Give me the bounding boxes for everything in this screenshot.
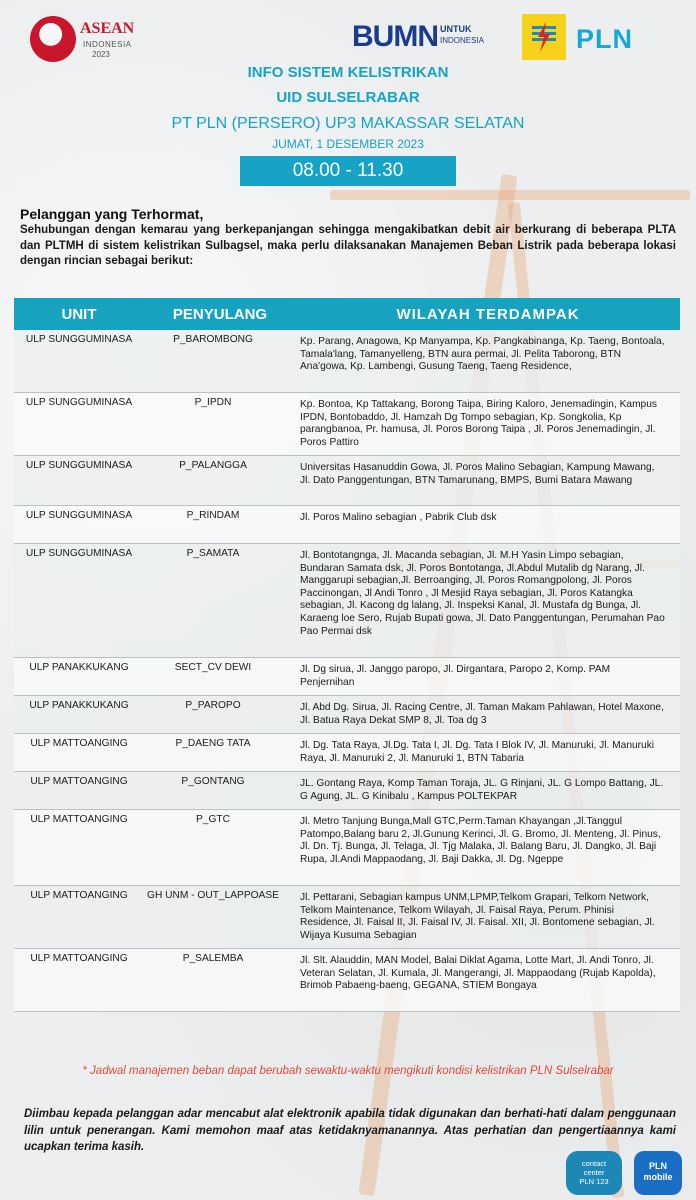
pln-emblem-icon — [522, 14, 566, 60]
cell-area: Jl. Dg sirua, Jl. Janggo paropo, Jl. Dirgantara, Paropo 2, Komp. PAM Penjernihan — [300, 664, 611, 688]
bumn-wordmark: BUMN — [352, 20, 438, 53]
cc-line-2: center — [583, 1168, 605, 1177]
cell-area: Jl. Slt. Alauddin, MAN Model, Balai Diklat Agama, Lotte Mart, Jl. Andi Tonro, Jl. Veteran Selatan, Jl. Kumala, Jl. Mangerangi, Jl. Mappaodang (Rujab Kapolda), Brimob Pabaeng-baeng, GEGANA, STIEM Bongaya — [300, 955, 656, 992]
table-row — [14, 810, 680, 886]
cell-unit: ULP MATTOANGING — [30, 814, 128, 825]
cell-area: Kp. Bontoa, Kp Tattakang, Borong Taipa, Biring Kaloro, Jenemadingin, Kampus IPDN, Bontobaddo, Jl. Hamzah Dg Tompo sebagian, Kp. Songkolia, Kp parangbanoa, Pr. hamusa, Jl. Poros Borong Taipa , Jl. Poros Jenemadingin, Jl. Poros Pattiro — [300, 399, 657, 448]
cell-area: JL. Gontang Raya, Komp Taman Toraja, JL. G Rinjani, JL. G Lompo Battang, JL. G Agung, JL. G Kinibalu , Kampus POLTEKPAR — [300, 778, 664, 802]
cell-unit: ULP MATTOANGING — [30, 953, 128, 964]
header-area: WILAYAH TERDAMPAK — [396, 305, 580, 323]
pln-mobile-badge[interactable] — [634, 1151, 682, 1195]
asean-emblem-icon — [30, 16, 76, 62]
asean-logo — [30, 14, 150, 62]
table-row — [14, 696, 680, 734]
uid-title: UID SULSELRABAR — [276, 89, 420, 106]
cell-feeder: P_GTC — [196, 814, 230, 825]
intro-paragraph: Sehubungan dengan kemarau yang berkepanjangan sehingga mengakibatkan debit air berkurang di beberapa PLTA dan PLTMH di sistem kelistrikan Sulbagsel, maka perlu dilaksanakan Manajemen Beban Listrik pada beberapa lokasi dengan rincian sebagai berikut: — [20, 224, 676, 267]
cell-feeder: P_DAENG TATA — [175, 738, 251, 749]
cell-feeder: P_BAROMBONG — [173, 334, 253, 345]
schedule-note: * Jadwal manajemen beban dapat berubah sewaktu-waktu mengikuti kondisi kelistrikan PLN Sulselrabar — [82, 1065, 614, 1077]
bumn-tagline-1: UNTUK — [440, 24, 472, 34]
table-row — [14, 658, 680, 696]
cc-line-3: PLN 123 — [579, 1177, 609, 1186]
table-row — [14, 393, 680, 456]
info-title: INFO SISTEM KELISTRIKAN — [247, 64, 449, 81]
cell-feeder: SECT_CV DEWI — [174, 662, 252, 673]
cell-unit: ULP MATTOANGING — [30, 890, 128, 901]
table-row — [14, 734, 680, 772]
table-header — [14, 298, 680, 330]
time-range: 08.00 - 11.30 — [240, 156, 456, 186]
header-unit: UNIT — [61, 305, 97, 323]
cell-area: Jl. Metro Tanjung Bunga,Mall GTC,Perm.Taman Khayangan ,Jl.Tanggul Patompo,Balang baru 2, Jl.Gunung Kerinci, Jl. G. Bromo, Jl. Menteng, Jl. Pinus, Jl. Dn. Tj. Bunga, Jl. Telaga, Jl. Tjg Malaka, Jl. Balang Baru, Jl. Dangko, Jl. Baji Rupa, Jl.Andi Mappaodang, Jl. Baji Dakka, Jl. Dg. Ngeppe — [300, 816, 661, 865]
cell-unit: ULP MATTOANGING — [30, 776, 128, 787]
pln-wordmark: PLN — [576, 24, 633, 54]
closing-paragraph: Diimbau kepada pelanggan adar mencabut alat elektronik apabila tidak digunakan dan berhati-hati dalam penggunaan lilin untuk penerangan. Kami memohon maaf atas ketidaknyamanannya. Atas perhatian dan pengertiaannya kami ucapkan terima kasih. — [24, 1108, 676, 1153]
cell-feeder: P_PALANGGA — [179, 460, 247, 471]
table-row — [14, 506, 680, 544]
cell-unit: ULP MATTOANGING — [30, 738, 128, 749]
cell-unit: ULP SUNGGUMINASA — [25, 510, 133, 521]
asean-year: 2023 — [92, 50, 110, 59]
cell-feeder: P_IPDN — [194, 397, 232, 408]
greeting: Pelanggan yang Terhormat, — [20, 206, 204, 222]
cell-feeder: P_RINDAM — [186, 510, 240, 521]
table-row — [14, 456, 680, 506]
cell-unit: ULP SUNGGUMINASA — [25, 548, 133, 559]
asean-title: ASEAN — [80, 20, 135, 37]
contact-center-badge[interactable] — [566, 1151, 622, 1195]
cell-area: Jl. Poros Malino sebagian , Pabrik Club dsk — [300, 512, 497, 523]
cell-area: Jl. Bontotangnga, Jl. Macanda sebagian, Jl. M.H Yasin Limpo sebagian, Bundaran Samata dsk, Jl. Poros Bontotanga, Jl.Abdul Mutalib dg Narang, Jl. Manggarupi sebagian,Jl. Berroanging, Jl. Poros Romangpolong, Jl. Poros Paccinongan, Jl Andi Tonro , Jl Mesjid Raya sebagian, Jl. Poros Katangka sebagian, Jl. Kacong dg lalang, Jl. Inspeksi Kanal, Jl. Mustafa dg Bunga, Jl. Karaeng loe Sero, Rujab Bupati gowa, Jl. Dato Panggentungan, Perumahan Pao Pao Permai dsk — [300, 550, 665, 637]
cell-feeder: P_SALEMBA — [182, 953, 244, 964]
mobile-line-1: PLN — [649, 1161, 667, 1171]
cell-area: Jl. Abd Dg. Sirua, Jl. Racing Centre, Jl. Taman Makam Pahlawan, Hotel Maxone, Jl. Batua Raya Dekat SMP 8, Jl. Toa dg 3 — [300, 702, 664, 726]
cell-feeder: P_GONTANG — [181, 776, 245, 787]
cell-unit: ULP SUNGGUMINASA — [25, 334, 133, 345]
cell-area: Universitas Hasanuddin Gowa, Jl. Poros Malino Sebagian, Kampung Mawang, Jl. Dato Panggentungan, BTN Tamarunang, BMPS, Bumi Batara Mawang — [300, 462, 655, 486]
bumn-tagline-2: INDONESIA — [440, 36, 485, 45]
cell-unit: ULP PANAKKUKANG — [29, 700, 129, 711]
pln-logo — [522, 14, 662, 62]
mobile-line-2: mobile — [643, 1172, 673, 1182]
table-row — [14, 949, 680, 1012]
cell-unit: ULP SUNGGUMINASA — [25, 397, 133, 408]
header-feeder: PENYULANG — [172, 305, 268, 323]
outage-table — [14, 298, 680, 1012]
cell-area: Jl. Dg. Tata Raya, Jl.Dg. Tata I, Jl. Dg. Tata I Blok IV, Jl. Manuruki, Jl. Manuruki Raya, Jl. Manuruki 2, Jl. Manuruki 1, BTN Tabaria — [300, 740, 655, 764]
cell-feeder: P_PAROPO — [185, 700, 241, 711]
date-label: JUMAT, 1 DESEMBER 2023 — [272, 137, 424, 151]
cell-feeder: GH UNM - OUT_LAPPOASE — [147, 890, 279, 901]
table-row — [14, 330, 680, 393]
company-title: PT PLN (PERSERO) UP3 MAKASSAR SELATAN — [171, 115, 525, 132]
cc-line-1: contact — [581, 1159, 607, 1168]
table-row — [14, 772, 680, 810]
asean-sub: INDONESIA — [83, 40, 132, 49]
cell-feeder: P_SAMATA — [186, 548, 240, 559]
cell-unit: ULP PANAKKUKANG — [29, 662, 129, 673]
cell-area: Jl. Pettarani, Sebagian kampus UNM,LPMP,Telkom Grapari, Telkom Network, Telkom Maintenance, Telkom Wilayah, Jl. Faisal Raya, Perum. Phinisi Residence, Jl. Faisal II, Jl. Faisal IV, Jl. Faisal. XII, Jl. Bontomene sebagian, Jl. Wijaya Kusuma Sebagian — [300, 892, 655, 941]
table-row — [14, 544, 680, 658]
bumn-logo — [352, 20, 512, 54]
table-row — [14, 886, 680, 949]
cell-area: Kp. Parang, Anagowa, Kp Manyampa, Kp. Pangkabinanga, Kp. Taeng, Bontoala, Tamala'lang, Tamanyelleng, BTN aura permai, Jl. Pelita Taborong, BTN Ana'gowa, Kp. Lambengi, Gusung Taeng, Taeng Residence, — [300, 336, 665, 373]
cell-unit: ULP SUNGGUMINASA — [25, 460, 133, 471]
